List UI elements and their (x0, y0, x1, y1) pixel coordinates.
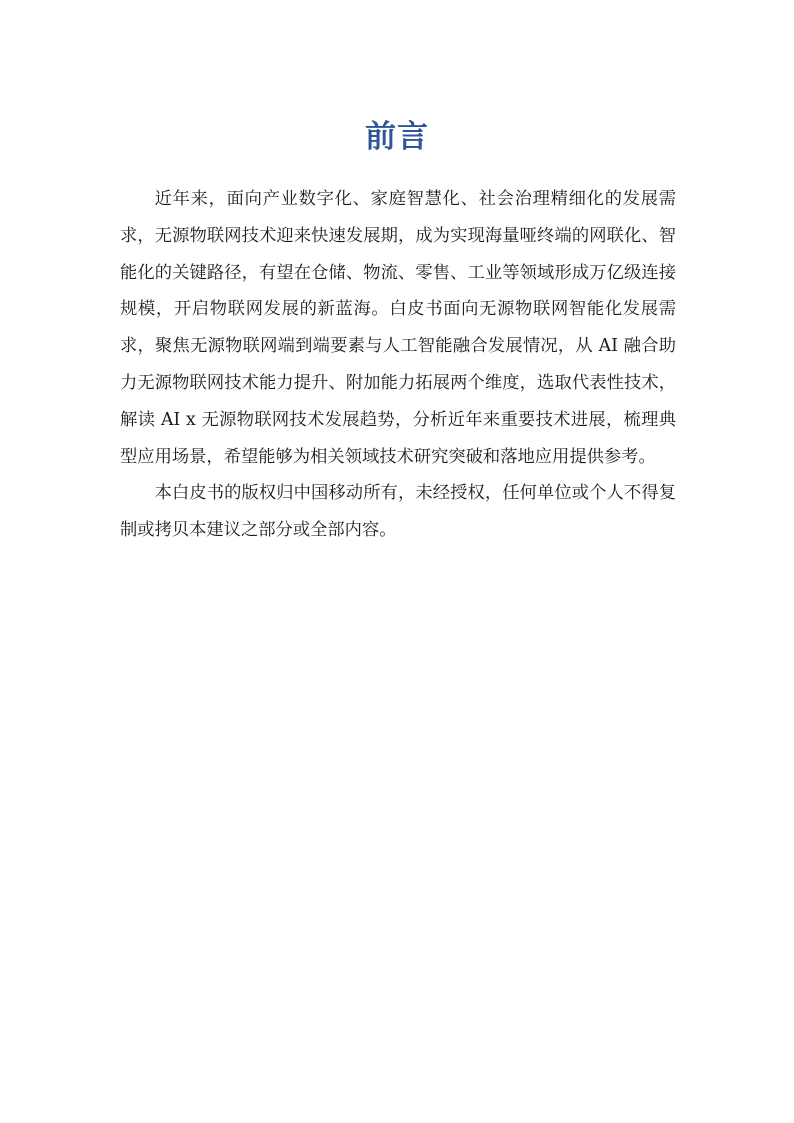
preface-body (120, 181, 676, 549)
page-title: 前言 (365, 118, 429, 155)
preface-paragraph-1: 近年来，面向产业数字化、家庭智慧化、社会治理精细化的发展需求，无源物联网技术迎来快速发展期，成为实现海量哑终端的网联化、智能化的关键路径，有望在仓储、物流、零售、工业等领域形成万亿级连接规模，开启物联网发展的新蓝海。白皮书面向无源物联网智能化发展需求，聚焦无源物联网端到端要素与人工智能融合发展情况，从 AI 融合助力无源物联网技术能力提升、附加能力拓展两个维度，选取代表性技术，解读 AI x 无源物联网技术发展趋势，分析近年来重要技术进展，梳理典型应用场景，希望能够为相关领域技术研究突破和落地应用提供参考。 (120, 189, 676, 467)
preface-paragraph-copyright: 本白皮书的版权归中国移动所有，未经授权，任何单位或个人不得复制或拷贝本建议之部分或全部内容。 (120, 483, 676, 541)
